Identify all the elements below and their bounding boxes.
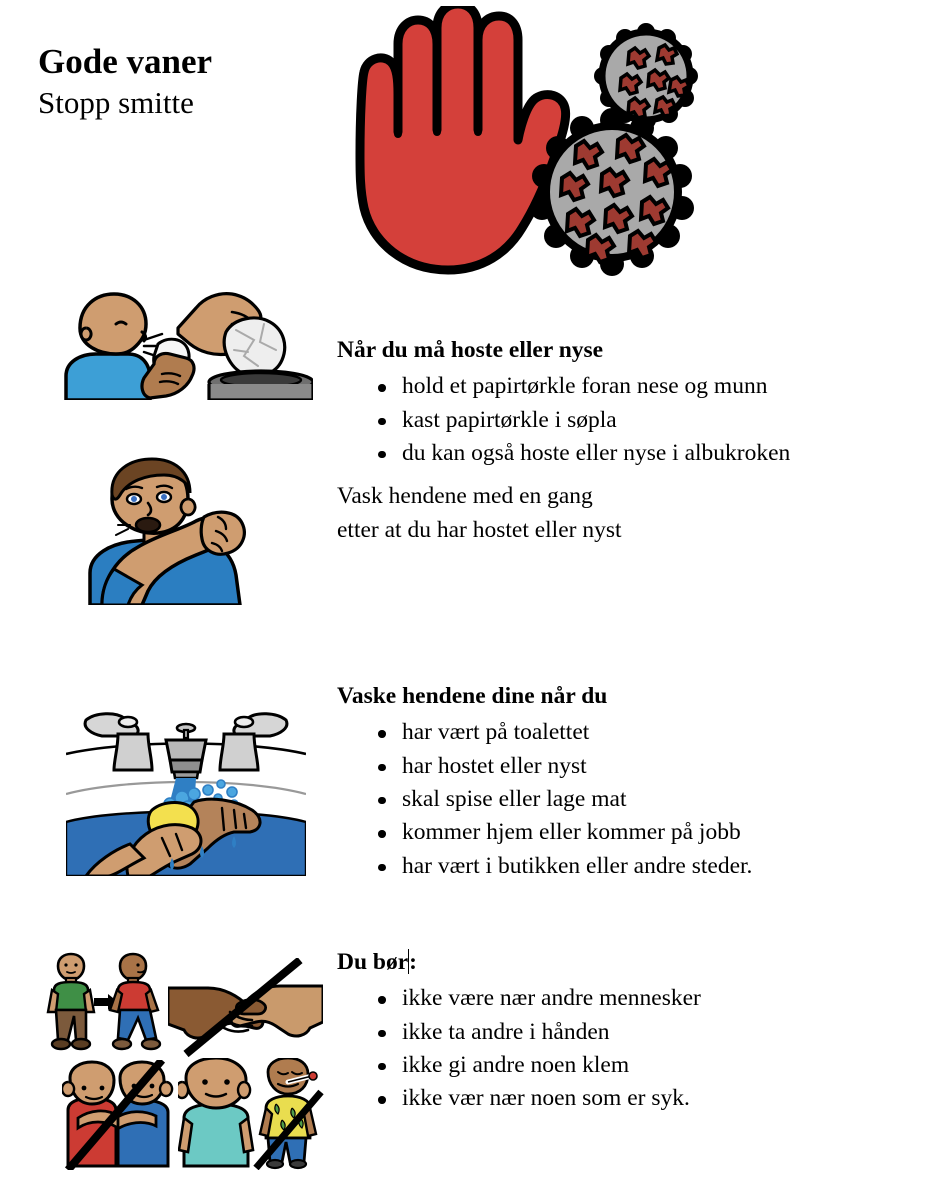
paragraph-wash-immediately <box>337 480 937 547</box>
washing-hands-under-faucet-icon <box>66 698 306 876</box>
list-item: du kan også hoste eller nyse i albukroken <box>337 437 937 470</box>
avoid-sick-person-icon <box>178 1058 326 1170</box>
bullet-list-cough-sneeze <box>337 370 937 470</box>
bullet-list-wash-hands <box>337 716 937 883</box>
section-cough-sneeze <box>337 336 937 547</box>
list-item: har vært i butikken eller andre steder. <box>337 850 937 883</box>
list-item: ikke ta andre i hånden <box>337 1016 937 1049</box>
list-item: ikke gi andre noen klem <box>337 1049 937 1082</box>
list-item: hold et papirtørkle foran nese og munn <box>337 370 937 403</box>
section-heading-you-should <box>337 948 937 976</box>
section-heading-cough-sneeze: Når du må hoste eller nyse <box>337 337 604 363</box>
paragraph-line-2: etter at du har hostet eller nyst <box>337 516 622 543</box>
list-item: kast papirtørkle i søpla <box>337 404 937 437</box>
page-subtitle: Stopp smitte <box>38 85 194 121</box>
list-item: har hostet eller nyst <box>337 750 937 783</box>
section-wash-hands <box>337 682 937 883</box>
list-item: ikke vær nær noen som er syk. <box>337 1082 937 1115</box>
section-heading-wash-hands: Vaske hendene dine når du <box>337 683 608 709</box>
list-item: kommer hjem eller kommer på jobb <box>337 816 937 849</box>
title-block <box>38 42 338 121</box>
no-hug-icon <box>62 1060 184 1170</box>
page-title: Gode vaner <box>38 42 213 81</box>
paragraph-line-1: Vask hendene med en gang <box>337 483 593 510</box>
keep-distance-icon <box>38 952 163 1057</box>
heading-text-after-caret: : <box>409 949 417 975</box>
cough-into-elbow-icon <box>72 455 272 605</box>
red-stop-hand-and-coronavirus-icon <box>336 6 708 278</box>
section-you-should <box>337 948 937 1116</box>
list-item: har vært på toalettet <box>337 716 937 749</box>
no-handshake-icon <box>168 958 323 1058</box>
list-item: skal spise eller lage mat <box>337 783 937 816</box>
sneeze-into-tissue-and-bin-icon <box>58 288 313 400</box>
list-item: ikke være nær andre mennesker <box>337 982 937 1015</box>
bullet-list-you-should <box>337 982 937 1115</box>
heading-text-before-caret: Du bør <box>337 949 409 975</box>
